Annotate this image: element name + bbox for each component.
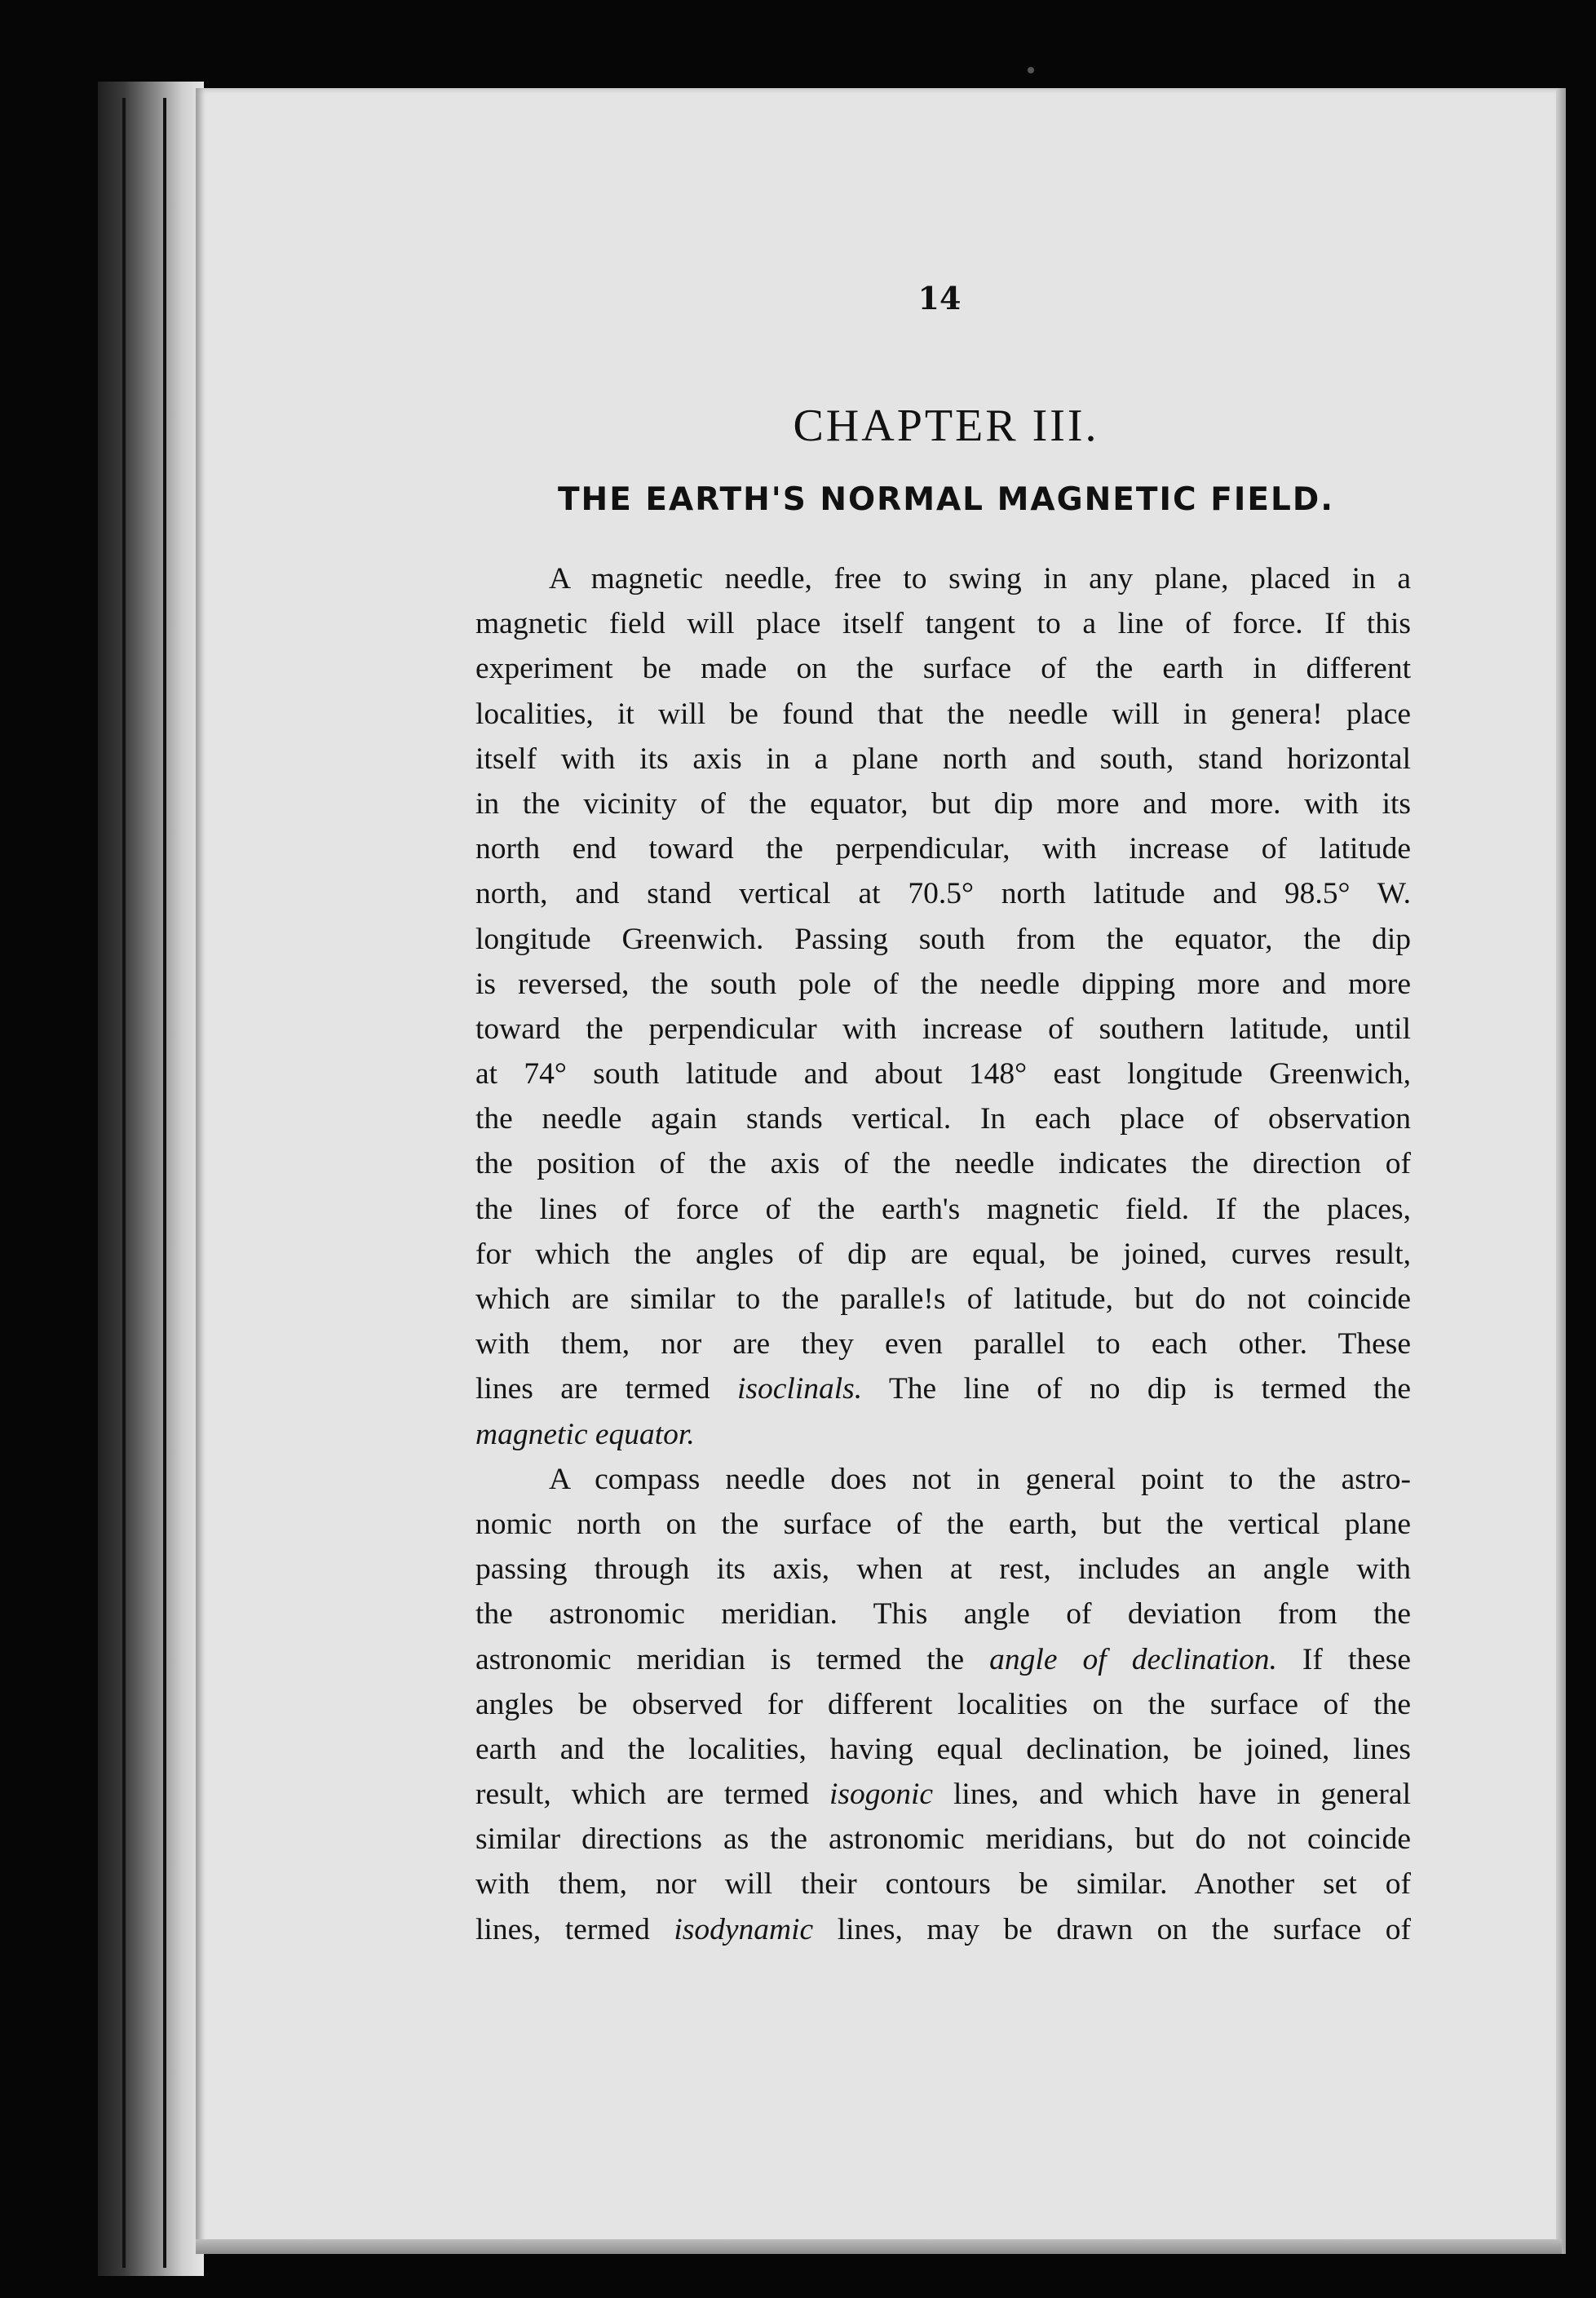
text-line: localities, it will be found that the needle will in genera! place <box>475 697 1411 731</box>
text-line: earth and the localities, having equal declination, be joined, lines <box>475 1732 1411 1766</box>
text-line <box>475 1412 1411 1457</box>
text-line: magnetic field will place itself tangent to a line of force. If this <box>475 607 1411 641</box>
page-edge-right <box>1556 88 1566 2254</box>
text-line: angles be observed for different localities on the surface of the <box>475 1687 1411 1721</box>
text-line: the needle again stands vertical. In each place of observation <box>475 1102 1411 1136</box>
italic-term: isodynamic <box>674 1912 814 1946</box>
text-line <box>475 1366 1411 1411</box>
text-run: result, which are termed <box>475 1778 829 1812</box>
text-line: north end toward the perpendicular, with increase of latitude <box>475 832 1411 866</box>
text-run: lines, termed <box>475 1912 674 1946</box>
scan-speck <box>1028 67 1034 73</box>
italic-term: angle of declination. <box>989 1642 1277 1676</box>
text-line: toward the perpendicular with increase of southern latitude, until <box>475 1012 1411 1046</box>
book-spine <box>98 82 204 2276</box>
section-title: THE EARTH'S NORMAL MAGNETIC FIELD. <box>557 481 1335 518</box>
text-line: at 74° south latitude and about 148° east longitude Greenwich, <box>475 1057 1411 1091</box>
text-line: A compass needle does not in general point to the astro- <box>549 1462 1411 1496</box>
text-line: for which the angles of dip are equal, be joined, curves result, <box>475 1237 1411 1271</box>
text-line: itself with its axis in a plane north and south, stand horizontal <box>475 742 1411 776</box>
text-line: the lines of force of the earth's magnetic field. If the places, <box>475 1192 1411 1226</box>
text-line: in the vicinity of the equator, but dip more and more. with its <box>475 786 1411 821</box>
paragraph-2 <box>475 1457 1411 1952</box>
chapter-title: CHAPTER III. <box>793 401 1099 451</box>
page-number: 14 <box>917 280 962 317</box>
italic-term: magnetic equator. <box>475 1417 695 1451</box>
text-run: lines, may be drawn on the surface of <box>813 1912 1411 1946</box>
text-line: with them, nor will their contours be similar. Another set of <box>475 1867 1411 1902</box>
text-run: lines, and which have in general <box>933 1778 1411 1812</box>
text-line: with them, nor are they even parallel to each other. These <box>475 1327 1411 1362</box>
text-line <box>475 1772 1411 1817</box>
text-line: experiment be made on the surface of the earth in different <box>475 652 1411 686</box>
text-run: If these <box>1276 1642 1412 1676</box>
page-edge-bottom <box>196 2239 1562 2254</box>
text-line: similar directions as the astronomic meridians, but do not coincide <box>475 1822 1411 1857</box>
text-line: passing through its axis, when at rest, includes an angle with <box>475 1552 1411 1587</box>
body-text <box>475 556 1411 1952</box>
text-line: nomic north on the surface of the earth, but the vertical plane <box>475 1507 1411 1541</box>
text-run: The line of no dip is termed the <box>862 1372 1412 1406</box>
spine-edge-line <box>122 98 126 2268</box>
text-line: which are similar to the paralle!s of latitude, but do not coincide <box>475 1282 1411 1316</box>
text-line: longitude Greenwich. Passing south from the equator, the dip <box>475 922 1411 956</box>
text-line: is reversed, the south pole of the needle dipping more and more <box>475 967 1411 1001</box>
text-run: lines are termed <box>475 1372 737 1406</box>
spine-edge-line <box>163 98 166 2268</box>
text-line: the position of the axis of the needle indicates the direction of <box>475 1147 1411 1181</box>
text-line <box>475 1907 1411 1952</box>
paragraph-1 <box>475 556 1411 1457</box>
text-line: the astronomic meridian. This angle of deviation from the <box>475 1597 1411 1632</box>
italic-term: isoclinals. <box>737 1372 863 1406</box>
text-run: astronomic meridian is termed the <box>475 1642 990 1676</box>
text-line: A magnetic needle, free to swing in any plane, placed in a <box>549 562 1411 596</box>
italic-term: isogonic <box>829 1778 934 1812</box>
text-line: north, and stand vertical at 70.5° north latitude and 98.5° W. <box>475 877 1411 911</box>
text-line <box>475 1637 1411 1682</box>
